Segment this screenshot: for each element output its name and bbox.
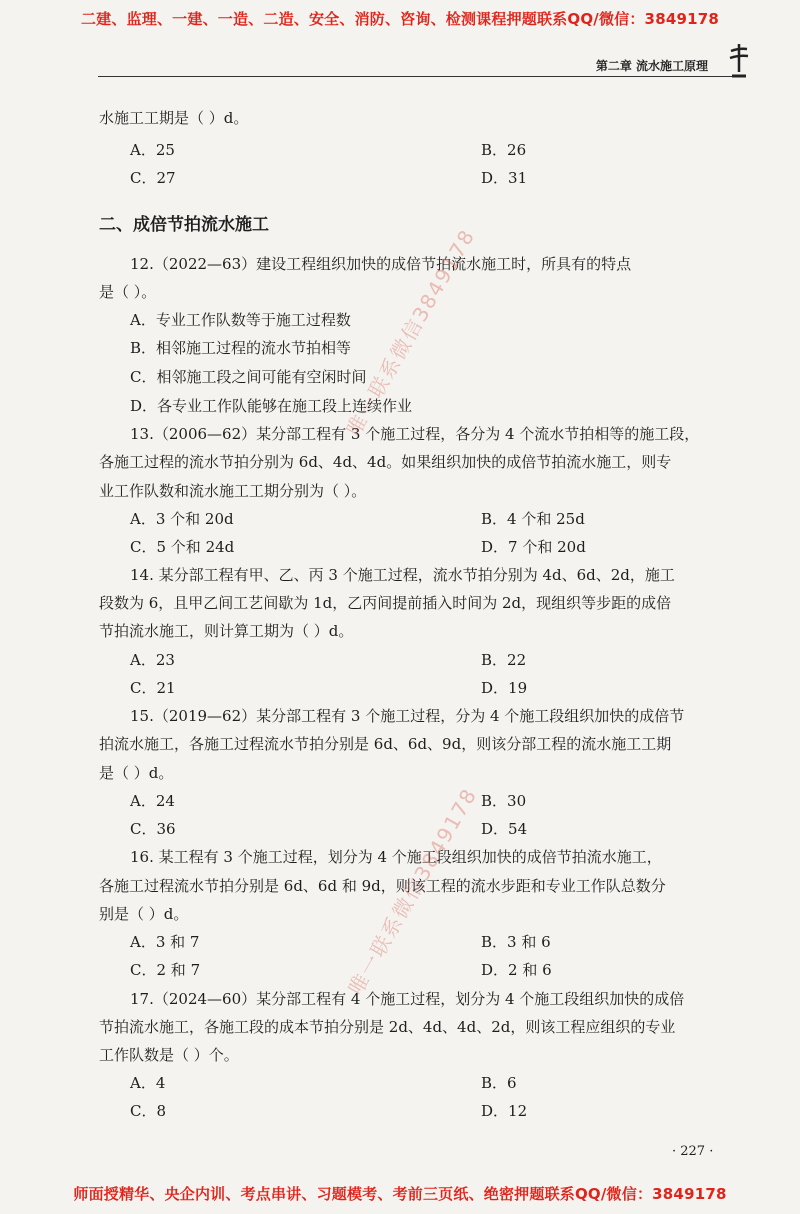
option-label: C．	[130, 961, 157, 979]
q17-stem-line-2: 节拍流水施工，各施工段的成本节拍分别是 2d、4d、4d、2d，则该工程应组织的专业	[99, 1018, 676, 1036]
q13-stem-line-3: 业工作队数和流水施工工期分别为（ ）。	[99, 482, 367, 500]
option-text: 相邻施工过程的流水节拍相等	[156, 339, 352, 357]
option-label: B．	[481, 651, 508, 669]
q17-option-a	[130, 1073, 165, 1093]
option-text: 5 个和 24d	[156, 538, 235, 556]
page-number: · 227 ·	[672, 1144, 714, 1159]
running-head	[98, 52, 738, 77]
q14-option-a	[130, 650, 175, 670]
option-text: 22	[507, 651, 527, 669]
q14-option-c	[130, 678, 176, 698]
option-text: 2 和 7	[156, 961, 201, 979]
q13-option-c	[130, 537, 234, 557]
watermark-upper: 唯一联系微信3849178	[341, 224, 480, 440]
option-label: D．	[481, 820, 509, 838]
option-text: 8	[156, 1102, 167, 1120]
q17-option-b	[481, 1073, 517, 1093]
option-label: D．	[130, 397, 158, 415]
option-text: 3 和 7	[155, 933, 200, 951]
option-text: 4	[155, 1074, 166, 1092]
option-text: 3 和 6	[507, 933, 551, 951]
option-text: 相邻施工段之间可能有空闲时间	[156, 368, 367, 386]
q15-stem-line-2: 拍流水施工，各施工过程流水节拍分别是 6d、6d、9d，则该分部工程的流水施工工期	[99, 735, 672, 753]
q16-stem-line-1: 16. 某工程有 3 个施工过程，划分为 4 个施工段组织加快的成倍节拍流水施工，	[130, 848, 662, 866]
q15-option-c	[130, 819, 176, 839]
option-label: A．	[130, 510, 156, 528]
q16-stem-line-2: 各施工过程流水节拍分别是 6d、6d 和 9d，则该工程的流水步距和专业工作队总数分	[99, 877, 666, 895]
option-label: D．	[481, 538, 509, 556]
option-text: 2 和 6	[508, 961, 552, 979]
option-label: A．	[130, 1074, 156, 1092]
option-text: 7 个和 20d	[508, 538, 586, 556]
q12-option-c	[130, 367, 367, 387]
q15-option-a	[130, 791, 175, 811]
q17-stem-line-3: 工作队数是（ ）个。	[99, 1046, 239, 1064]
option-label: C．	[130, 679, 157, 697]
q15-option-b	[481, 791, 526, 811]
option-label: C．	[130, 1102, 157, 1120]
option-text: 21	[156, 679, 176, 697]
q15-stem-line-1: 15.（2019—62）某分部工程有 3 个施工过程，分为 4 个施工段组织加快的成倍节	[130, 707, 685, 725]
q13-option-b	[481, 509, 585, 529]
q14-stem-line-3: 节拍流水施工，则计算工期为（ ）d。	[99, 622, 354, 640]
q13-option-a	[130, 509, 234, 529]
option-label: C．	[130, 820, 157, 838]
promo-banner-bottom: 师面授精华、央企内训、考点串讲、习题模考、考前三页纸、绝密押题联系QQ/微信：3849178	[73, 1185, 727, 1203]
q12-option-d	[130, 396, 412, 416]
option-text: 54	[508, 820, 528, 838]
option-label: D．	[481, 961, 509, 979]
q12-stem-line-2: 是（ ）。	[99, 283, 157, 301]
q14-option-b	[481, 650, 526, 670]
prev-option-d	[481, 168, 527, 188]
chapter-ornament-icon	[726, 40, 752, 80]
promo-banner-top: 二建、监理、一建、一造、二造、安全、消防、咨询、检测课程押题联系QQ/微信：3849178	[80, 10, 720, 28]
q13-stem-line-2: 各施工过程的流水节拍分别为 6d、4d、4d。如果组织加快的成倍节拍流水施工，则专	[99, 453, 672, 471]
option-text: 25	[155, 141, 175, 159]
option-text: 30	[507, 792, 527, 810]
option-label: B．	[481, 792, 508, 810]
prev-option-a	[130, 140, 175, 160]
option-label: D．	[481, 679, 509, 697]
option-text: 31	[508, 169, 528, 187]
q15-stem-line-3: 是（ ）d。	[99, 764, 174, 782]
option-label: B．	[481, 141, 508, 159]
option-text: 26	[507, 141, 527, 159]
option-text: 19	[508, 679, 528, 697]
chapter-title: 第二章 流水施工原理	[595, 59, 708, 73]
option-text: 12	[508, 1102, 528, 1120]
option-label: A．	[130, 311, 156, 329]
option-label: A．	[130, 933, 156, 951]
q17-option-c	[130, 1101, 166, 1121]
q16-option-c	[130, 960, 200, 980]
prev-option-b	[481, 140, 526, 160]
watermark-lower: 唯一联系微信3849178	[343, 783, 482, 999]
q15-option-d	[481, 819, 527, 839]
q13-option-d	[481, 537, 586, 557]
option-label: B．	[481, 1074, 508, 1092]
option-label: C．	[130, 368, 157, 386]
option-text: 36	[156, 820, 176, 838]
section-title: 二、成倍节拍流水施工	[99, 215, 269, 235]
option-label: D．	[481, 1102, 509, 1120]
q16-option-d	[481, 960, 552, 980]
option-label: B．	[481, 510, 508, 528]
q12-option-b	[130, 338, 351, 358]
option-label: C．	[130, 169, 157, 187]
option-label: B．	[481, 933, 508, 951]
q12-stem-line-1: 12.（2022—63）建设工程组织加快的成倍节拍流水施工时，所具有的特点	[130, 255, 632, 273]
option-text: 24	[155, 792, 175, 810]
q16-option-b	[481, 932, 551, 952]
q14-option-d	[481, 678, 527, 698]
option-text: 23	[155, 651, 175, 669]
option-label: C．	[130, 538, 157, 556]
option-label: A．	[130, 792, 156, 810]
option-label: B．	[130, 339, 157, 357]
q12-option-a	[130, 310, 351, 330]
option-label: A．	[130, 651, 156, 669]
q14-stem-line-1: 14. 某分部工程有甲、乙、丙 3 个施工过程，流水节拍分别为 4d、6d、2d，施工	[130, 566, 675, 584]
prev-question-stem: 水施工工期是（ ）d。	[99, 109, 249, 127]
option-text: 6	[507, 1074, 517, 1092]
option-text: 27	[156, 169, 176, 187]
option-label: D．	[481, 169, 509, 187]
q13-stem-line-1: 13.（2006—62）某分部工程有 3 个施工过程，各分为 4 个流水节拍相等的施工段，	[130, 425, 700, 443]
option-label: A．	[130, 141, 156, 159]
q16-option-a	[130, 932, 199, 952]
q17-stem-line-1: 17.（2024—60）某分部工程有 4 个施工过程，划分为 4 个施工段组织加快的成倍	[130, 990, 685, 1008]
prev-option-c	[130, 168, 176, 188]
q16-stem-line-3: 别是（ ）d。	[99, 905, 189, 923]
option-text: 3 个和 20d	[155, 510, 234, 528]
option-text: 专业工作队数等于施工过程数	[155, 311, 351, 329]
option-text: 各专业工作队能够在施工段上连续作业	[157, 397, 413, 415]
option-text: 4 个和 25d	[507, 510, 585, 528]
q17-option-d	[481, 1101, 527, 1121]
q14-stem-line-2: 段数为 6，且甲乙间工艺间歇为 1d，乙丙间提前插入时间为 2d，现组织等步距的成倍	[99, 594, 672, 612]
